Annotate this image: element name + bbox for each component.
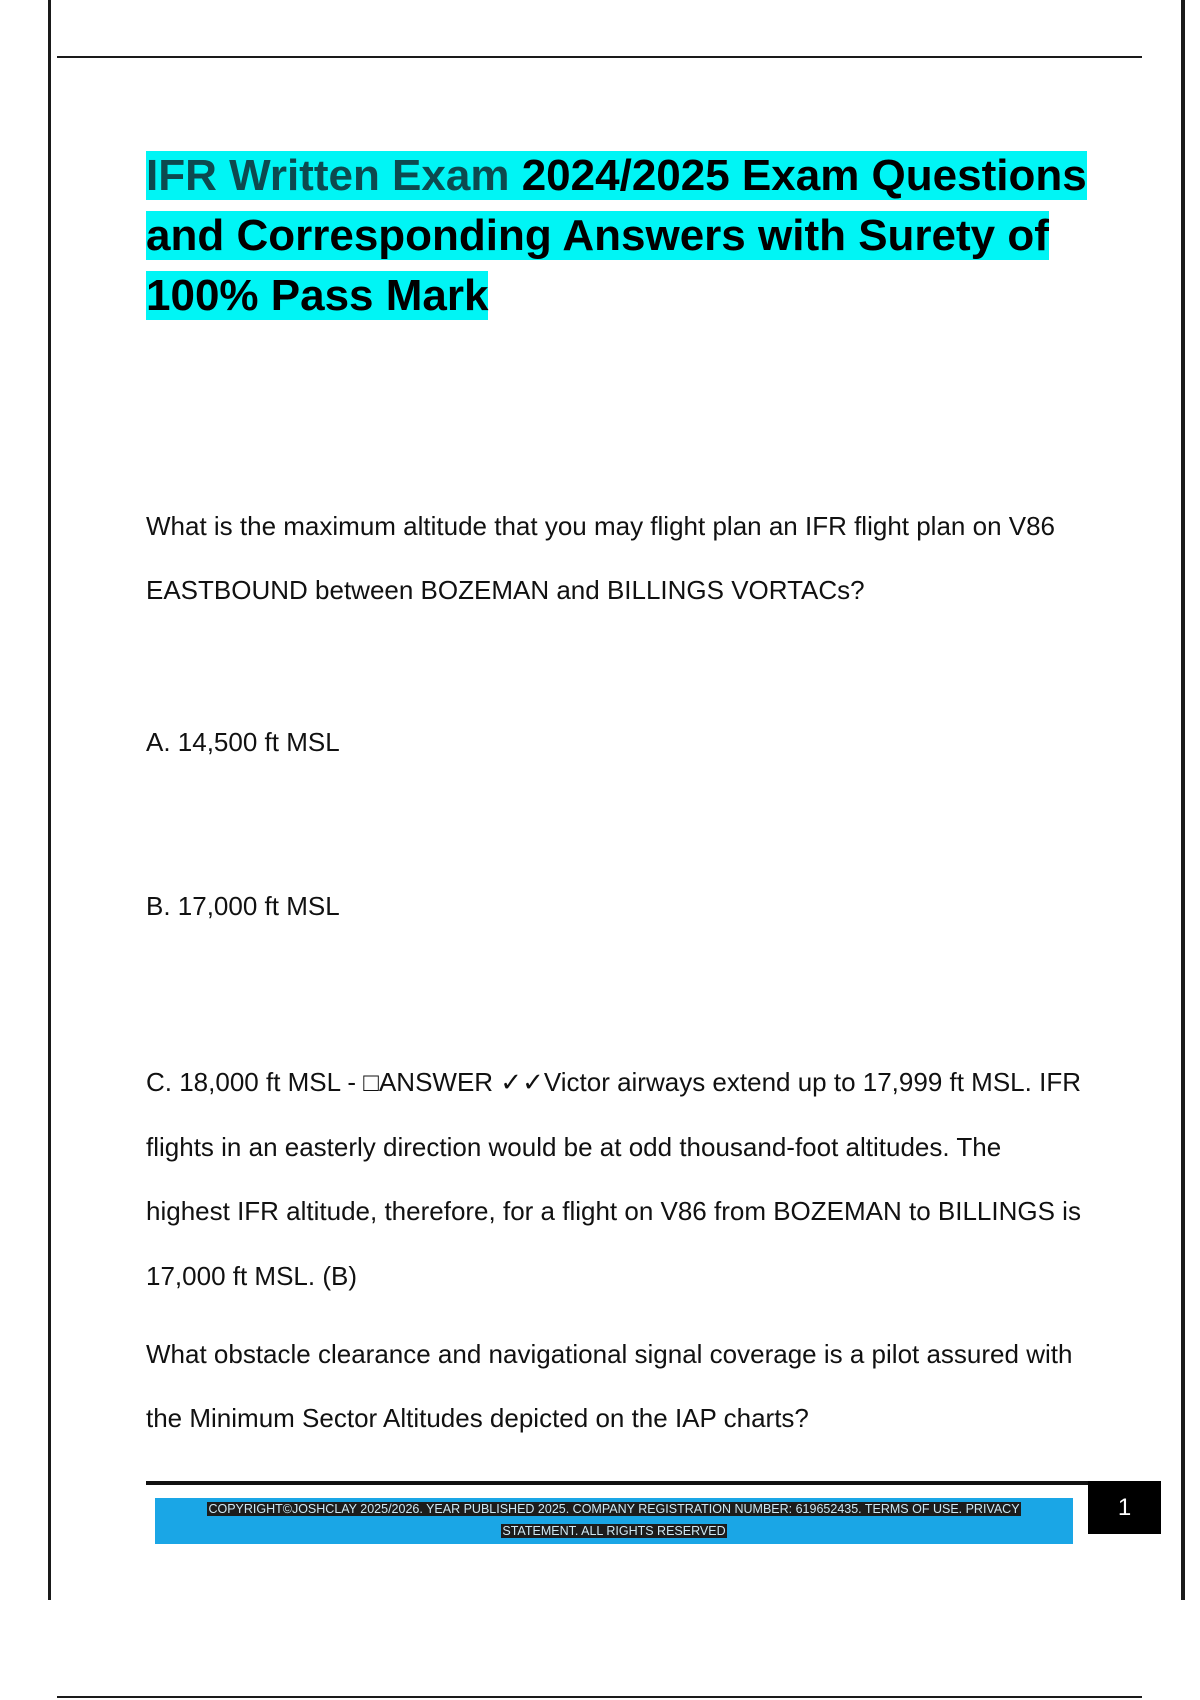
copyright-line-2: STATEMENT. ALL RIGHTS RESERVED: [502, 1524, 726, 1538]
next-page-rule: [57, 1696, 1142, 1698]
document-title: [146, 146, 1106, 326]
option-c-answer: C. 18,000 ft MSL - □ANSWER ✓✓Victor airways extend up to 17,999 ft MSL. IFR flights in an easterly direction would be at odd thousand-foot altitudes. The highest IFR altitude, therefore, for a flight on V86 from BOZEMAN to BILLINGS is 17,000 ft MSL. (B): [146, 1067, 1081, 1291]
page-border-right: [1181, 0, 1185, 1600]
document-title-part1: IFR Written Exam: [146, 151, 510, 200]
document-title-part2: 2024/2025 Exam Questions and Corresponding Answers with Surety of 100% Pass Mark: [146, 151, 1087, 320]
page-border-left: [48, 0, 51, 1600]
question-2: What obstacle clearance and navigational signal coverage is a pilot assured with the Minimum Sector Altitudes depicted on the IAP charts?: [146, 1339, 1073, 1433]
question-1: What is the maximum altitude that you may flight plan an IFR flight plan on V86 EASTBOUND between BOZEMAN and BILLINGS VORTACs?: [146, 511, 1056, 605]
header-rule: [57, 56, 1142, 58]
copyright-line-1: COPYRIGHT©JOSHCLAY 2025/2026. YEAR PUBLISHED 2025. COMPANY REGISTRATION NUMBER: 619652435. TERMS OF USE. PRIVACY: [208, 1502, 1020, 1516]
option-a: A. 14,500 ft MSL: [146, 727, 340, 757]
page-number: 1: [1088, 1481, 1161, 1534]
footer-rule: [146, 1481, 1089, 1485]
copyright-footer: [155, 1498, 1073, 1544]
option-b: B. 17,000 ft MSL: [146, 891, 340, 921]
